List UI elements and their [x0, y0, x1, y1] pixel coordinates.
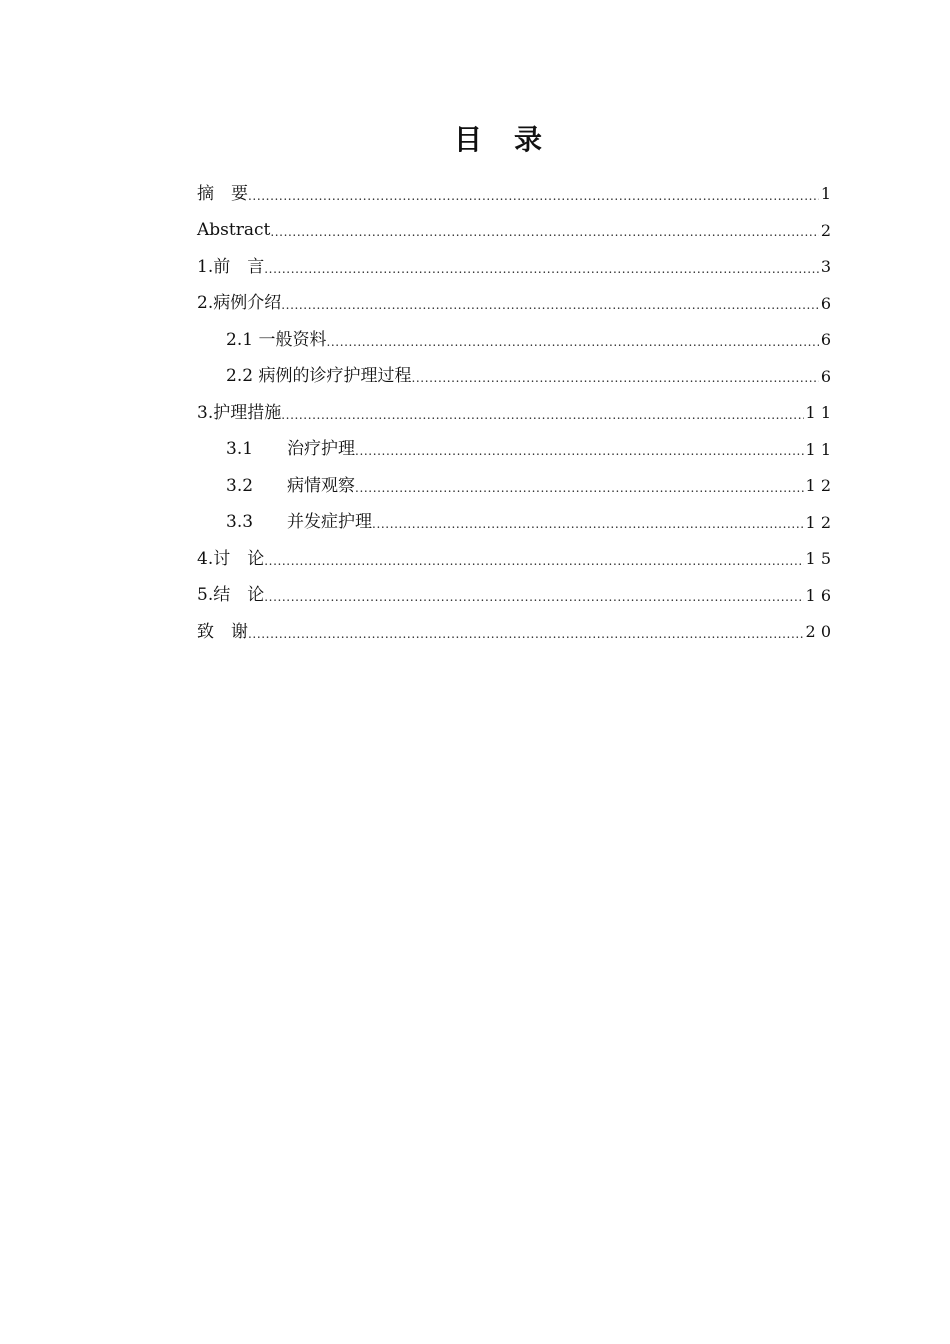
toc-entry-page: 1 2 [805, 476, 831, 496]
toc-entry-treatment-nursing [197, 432, 831, 469]
toc-entry-treatment-process [197, 359, 831, 396]
dot-leader [248, 190, 819, 213]
toc-entry-label: 4.讨 论 [197, 548, 265, 569]
dot-leader [355, 445, 804, 468]
toc-entry-page: 6 [820, 330, 831, 350]
toc-entry-label: 5.结 论 [197, 585, 265, 606]
toc-entry-acknowledgement [197, 614, 831, 651]
toc-entry-conclusion [197, 578, 831, 615]
toc-entry-page: 1 [820, 184, 831, 204]
dot-leader [411, 372, 818, 395]
toc-entry-label: 3.2 病情观察 [226, 475, 356, 496]
dot-leader [270, 226, 818, 249]
toc-entry-label: Abstract [197, 220, 271, 241]
dot-leader [372, 518, 804, 541]
toc-entry-page: 2 0 [805, 622, 831, 642]
toc-entry-page: 2 [820, 220, 831, 240]
toc-entry-label: 3.1 治疗护理 [226, 439, 356, 460]
dot-leader [264, 555, 803, 578]
dot-leader [281, 299, 819, 322]
toc-entry-label: 2.1 一般资料 [226, 329, 327, 350]
dot-leader [281, 409, 803, 432]
toc-entry-label: 3.3 并发症护理 [226, 512, 373, 533]
toc-entry-page: 6 [820, 293, 831, 313]
table-of-contents [197, 176, 831, 651]
toc-entry-complication-nursing [197, 505, 831, 542]
toc-entry-label: 2.病例介绍 [197, 293, 282, 314]
toc-entry-preface [197, 249, 831, 286]
toc-entry-label: 3.护理措施 [197, 402, 282, 423]
dot-leader [264, 591, 803, 614]
toc-entry-discussion [197, 541, 831, 578]
toc-entry-page: 1 1 [805, 403, 831, 423]
toc-entry-page: 1 5 [805, 549, 831, 569]
toc-entry-abstract-cn [197, 176, 831, 213]
toc-entry-page: 1 1 [805, 439, 831, 459]
dot-leader [355, 482, 804, 505]
toc-title: 目 录 [453, 123, 544, 156]
toc-entry-case-intro [197, 286, 831, 323]
toc-entry-condition-observation [197, 468, 831, 505]
toc-entry-page: 6 [820, 366, 831, 386]
toc-entry-general-info [197, 322, 831, 359]
toc-entry-nursing-measures [197, 395, 831, 432]
toc-entry-label: 1.前 言 [197, 256, 265, 277]
dot-leader [248, 628, 804, 651]
toc-entry-page: 1 6 [805, 585, 831, 605]
dot-leader [264, 263, 819, 286]
toc-entry-label: 致 谢 [197, 621, 248, 642]
toc-entry-page: 3 [820, 257, 831, 277]
toc-entry-abstract-en [197, 213, 831, 250]
toc-entry-label: 2.2 病例的诊疗护理过程 [226, 366, 412, 387]
dot-leader [326, 336, 818, 359]
toc-entry-label: 摘 要 [197, 183, 248, 204]
toc-entry-page: 1 2 [805, 512, 831, 532]
